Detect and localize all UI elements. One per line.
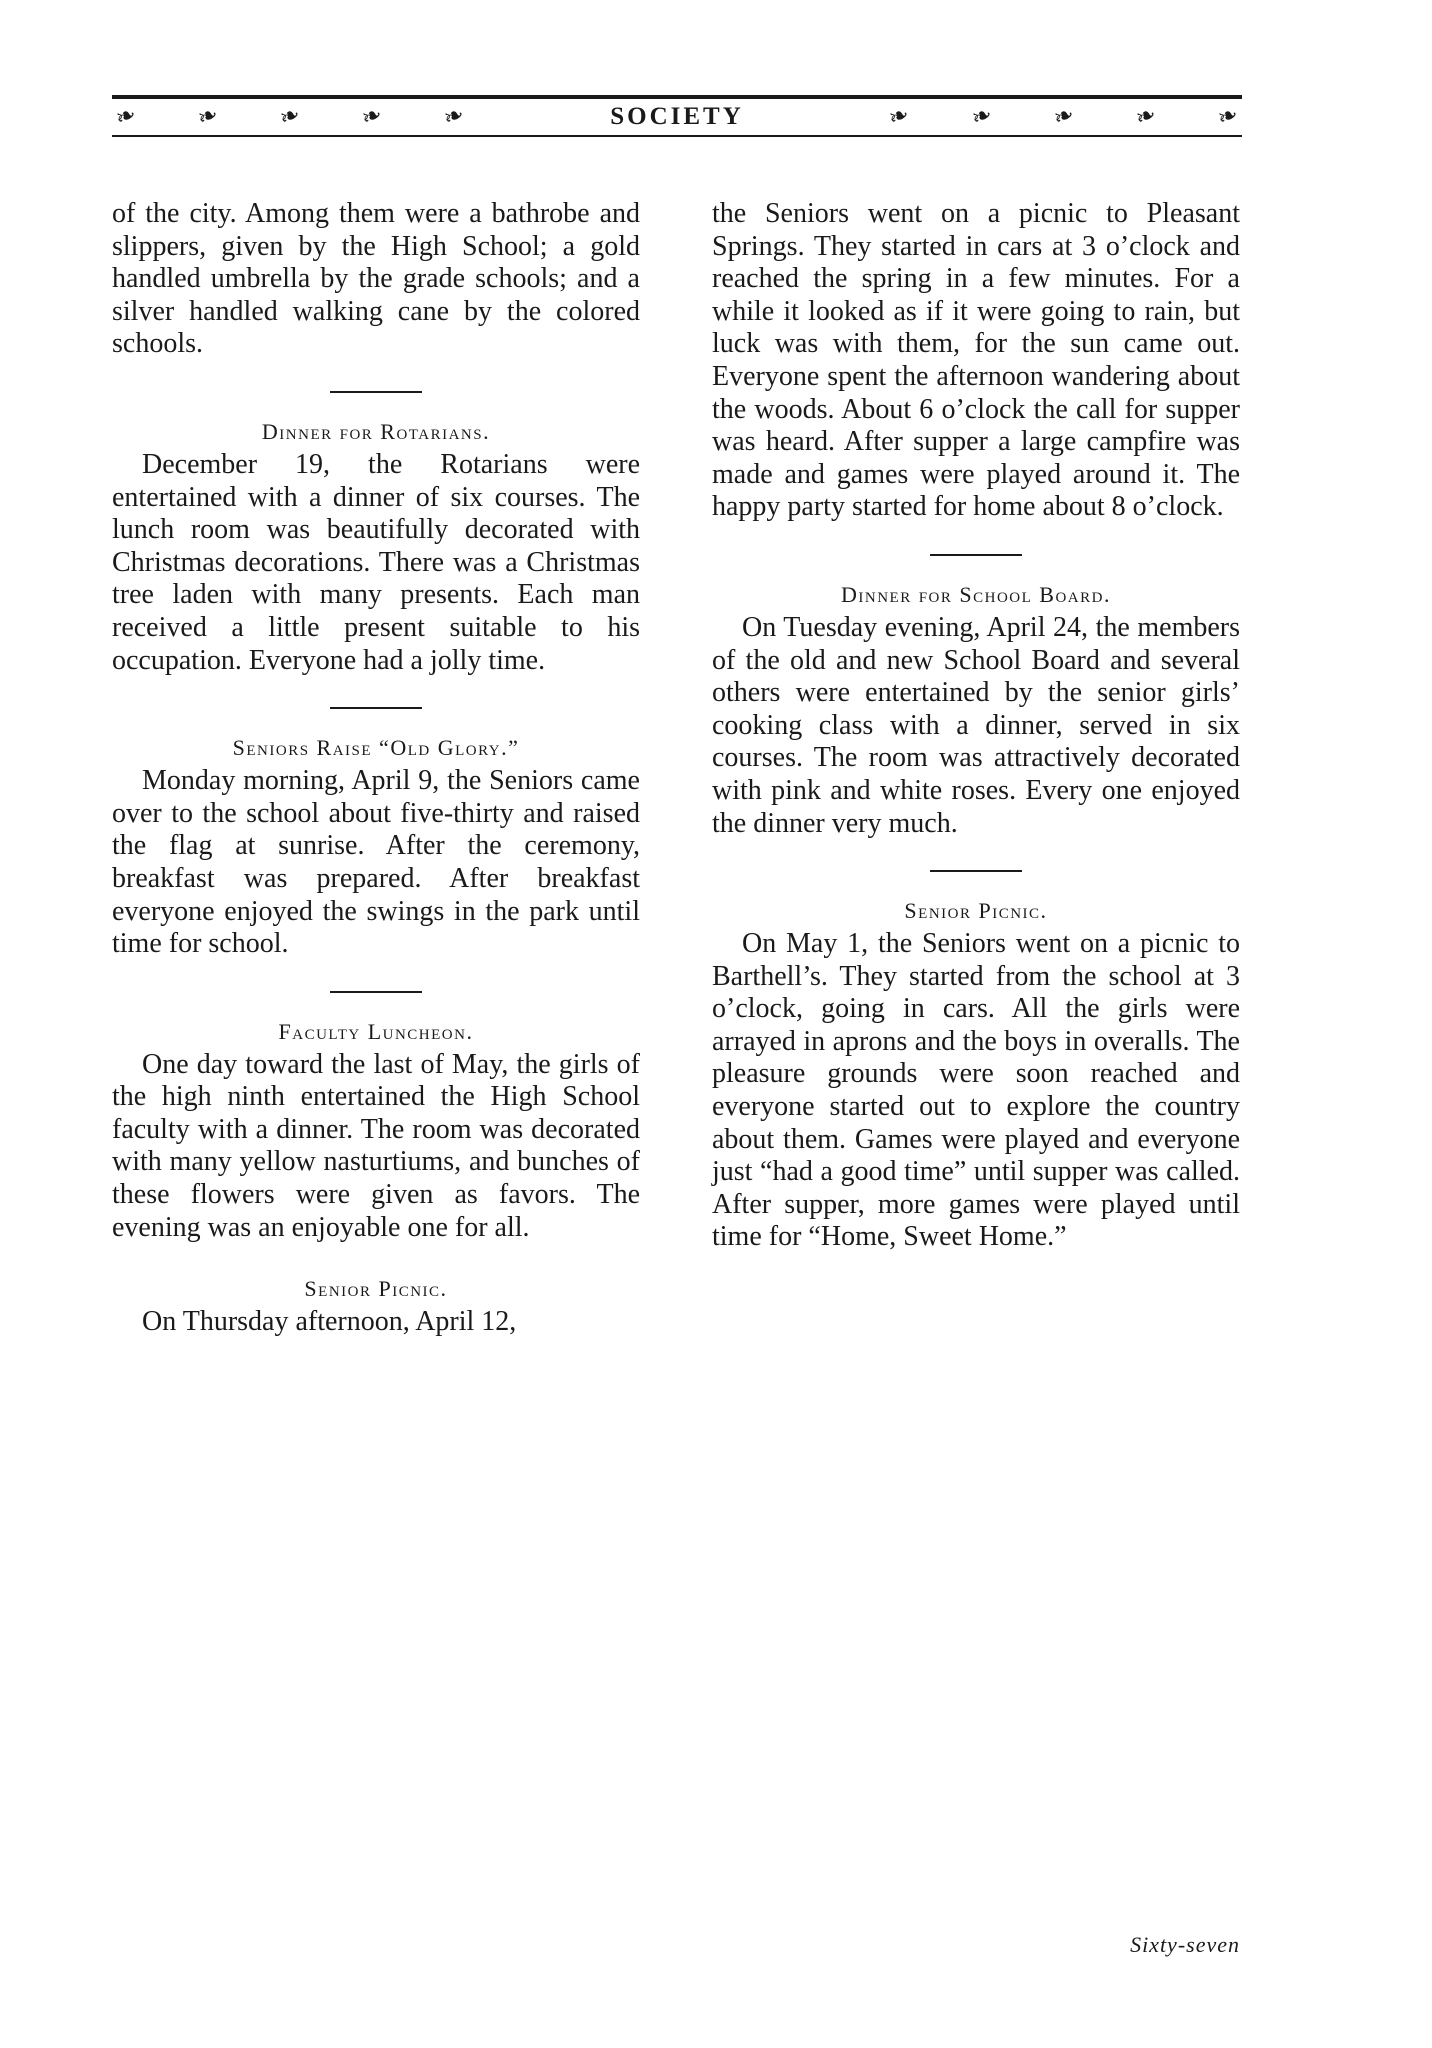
leaf-ornament-icon: ❧ — [440, 101, 469, 133]
article-heading: Faculty Luncheon. — [278, 1018, 474, 1044]
leaf-ornament-icon: ❧ — [1214, 101, 1242, 133]
leaf-ornament-icon: ❧ — [885, 101, 914, 133]
header-row — [112, 99, 1242, 135]
leaf-ornament-icon: ❧ — [194, 101, 223, 133]
leaf-ornament-icon: ❧ — [112, 101, 140, 133]
page-header — [112, 95, 1242, 137]
right-column — [712, 198, 1240, 1254]
article-divider — [930, 554, 1022, 556]
continued-paragraph: the Seniors went on a picnic to Pleasant Springs. They started in cars at 3 o’clock and reached the spring in a few minutes. For a while it looked as if it were going to rain, but luck was with them, for the sun came out. Everyone spent the afternoon wandering about the woods. About 6 o’clock the call for supper was heard. After supper a large campfire was made and games were played around it. The happy party started for home about 8 o’clock. — [712, 198, 1240, 523]
page-number: Sixty-seven — [1130, 1932, 1240, 1957]
article-body: On May 1, the Seniors went on a picnic to Barthell’s. They started from the school at 3 o’clock, going in cars. All the girls were arrayed in aprons and the boys in overalls. The pleasure grounds were soon reached and everyone started out to explore the country about them. Games were played and everyone just “had a good time” until supper was called. After supper, more games were played until time for “Home, Sweet Home.” — [712, 928, 1240, 1253]
article-body: On Tuesday evening, April 24, the members of the old and new School Board and several others were entertained by the senior girls’ cooking class with a dinner, served in six courses. The room was attractively decorated with pink and white roses. Every one enjoyed the dinner very much. — [712, 611, 1240, 839]
leaf-ornament-icon: ❧ — [276, 101, 305, 133]
leaf-ornament-icon: ❧ — [967, 101, 996, 133]
ornament-group-left — [112, 101, 469, 133]
continued-paragraph: of the city. Among them were a bathrobe and slippers, given by the High School; a gold handled umbrella by the grade schools; and a silver handled walking cane by the colored schools. — [112, 198, 640, 360]
left-column — [112, 198, 640, 1339]
article-divider — [330, 391, 422, 393]
section-title: SOCIETY — [610, 103, 744, 130]
article-divider — [330, 991, 422, 993]
leaf-ornament-icon: ❧ — [1131, 101, 1160, 133]
ornament-group-right — [885, 101, 1242, 133]
article-body: December 19, the Rotarians were entertained with a dinner of six courses. The lunch room was beautifully decorated with Christmas decorations. There was a Christmas tree laden with many presents. Each man received a little present suitable to his occupation. Everyone had a jolly time. — [112, 448, 640, 676]
leaf-ornament-icon: ❧ — [358, 101, 387, 133]
article-heading: Senior Picnic. — [304, 1276, 448, 1302]
article-body: On Thursday afternoon, April 12, — [142, 1306, 517, 1338]
article-heading: Dinner for Rotarians. — [261, 418, 491, 444]
article-divider — [930, 870, 1022, 872]
article-body: One day toward the last of May, the girls of the high ninth entertained the High School faculty with a dinner. The room was decorated with many yellow nasturtiums, and bunches of these flowers were given as favors. The evening was an enjoyable one for all. — [112, 1048, 640, 1243]
article-heading: Dinner for School Board. — [841, 581, 1111, 607]
article-heading: Senior Picnic. — [904, 898, 1048, 924]
header-bottom-rule — [112, 135, 1242, 137]
leaf-ornament-icon: ❧ — [1049, 101, 1078, 133]
article-body: Monday morning, April 9, the Seniors came over to the school about five-thirty and raised the flag at sunrise. After the ceremony, breakfast was prepared. After breakfast everyone enjoyed the swings in the park until time for school. — [112, 765, 640, 960]
article-heading: Seniors Raise “Old Glory.” — [232, 735, 520, 761]
article-divider — [330, 707, 422, 709]
